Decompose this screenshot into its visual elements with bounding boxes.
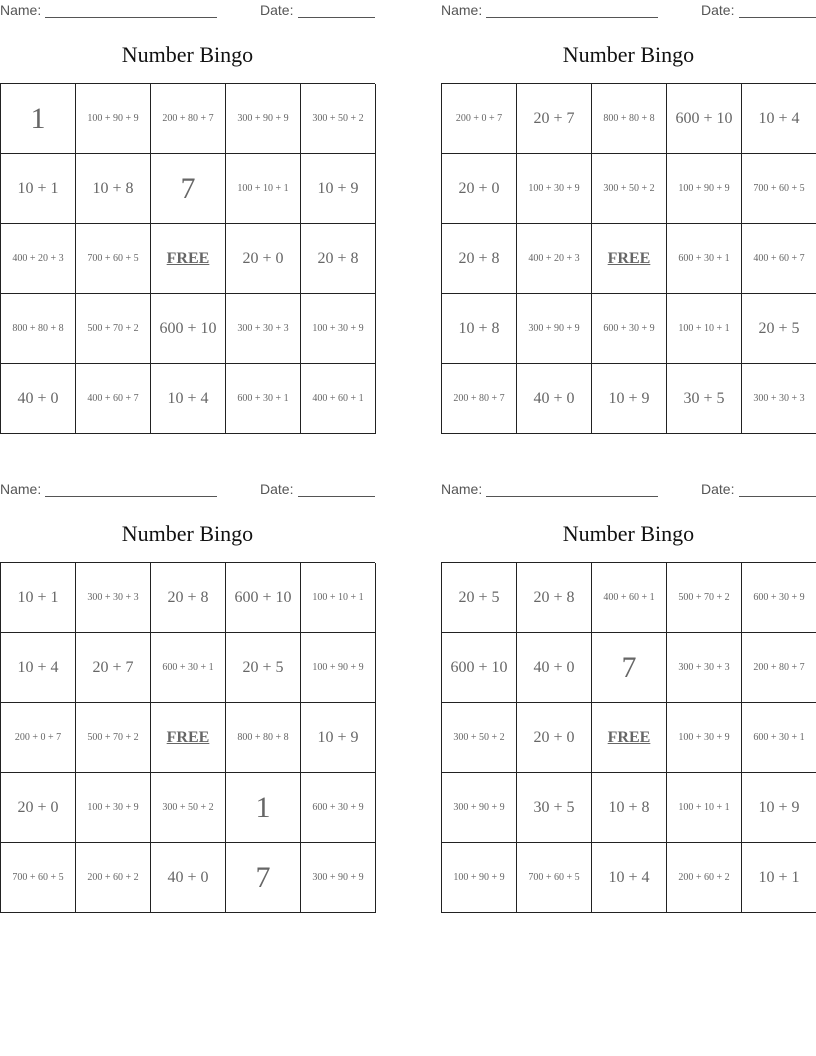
bingo-card-1 [0, 0, 375, 434]
bingo-cell[interactable]: 300 + 50 + 2 [301, 84, 376, 154]
bingo-cell[interactable]: 40 + 0 [517, 364, 592, 434]
bingo-cell[interactable]: 20 + 5 [442, 563, 517, 633]
bingo-cell[interactable]: 700 + 60 + 5 [1, 843, 76, 913]
free-space[interactable]: FREE [151, 224, 226, 294]
name-date-row [441, 479, 816, 501]
bingo-cell[interactable]: 700 + 60 + 5 [76, 224, 151, 294]
bingo-cell[interactable]: 600 + 10 [667, 84, 742, 154]
bingo-cell[interactable]: 10 + 9 [301, 703, 376, 773]
bingo-cell[interactable]: 600 + 30 + 1 [667, 224, 742, 294]
date-label: Date: [260, 2, 294, 18]
bingo-cell[interactable]: 200 + 80 + 7 [442, 364, 517, 434]
bingo-cell[interactable]: 20 + 0 [1, 773, 76, 843]
bingo-cell[interactable]: 40 + 0 [1, 364, 76, 434]
bingo-cell[interactable]: 100 + 30 + 9 [667, 703, 742, 773]
bingo-cell[interactable]: 300 + 30 + 3 [76, 563, 151, 633]
name-label: Name: [0, 2, 42, 18]
date-label: Date: [701, 2, 735, 18]
bingo-cell[interactable]: 40 + 0 [517, 633, 592, 703]
bingo-cell[interactable]: 100 + 90 + 9 [76, 84, 151, 154]
bingo-cell[interactable]: 200 + 60 + 2 [76, 843, 151, 913]
bingo-cell[interactable]: 20 + 8 [301, 224, 376, 294]
bingo-cell[interactable]: 10 + 9 [742, 773, 816, 843]
free-space[interactable]: FREE [592, 703, 667, 773]
bingo-cell[interactable]: 7 [592, 633, 667, 703]
bingo-cell[interactable]: 200 + 0 + 7 [442, 84, 517, 154]
bingo-cell[interactable]: 300 + 30 + 3 [742, 364, 816, 434]
bingo-cell[interactable]: 100 + 90 + 9 [667, 154, 742, 224]
bingo-cell[interactable]: 500 + 70 + 2 [76, 703, 151, 773]
bingo-cell[interactable]: 100 + 30 + 9 [301, 294, 376, 364]
bingo-cell[interactable]: 20 + 8 [442, 224, 517, 294]
bingo-cell[interactable]: 400 + 60 + 7 [76, 364, 151, 434]
name-date-row [0, 0, 375, 22]
bingo-cell[interactable]: 500 + 70 + 2 [667, 563, 742, 633]
bingo-cell[interactable]: 20 + 0 [517, 703, 592, 773]
bingo-cell[interactable]: 700 + 60 + 5 [517, 843, 592, 913]
bingo-cell[interactable]: 100 + 30 + 9 [517, 154, 592, 224]
bingo-card-3 [0, 479, 375, 913]
bingo-cell[interactable]: 30 + 5 [517, 773, 592, 843]
bingo-cell[interactable]: 300 + 30 + 3 [226, 294, 301, 364]
name-date-row [441, 0, 816, 22]
bingo-cell[interactable]: 20 + 7 [76, 633, 151, 703]
name-field-line[interactable] [486, 496, 658, 497]
bingo-cell[interactable]: 300 + 50 + 2 [151, 773, 226, 843]
bingo-cell[interactable]: 1 [226, 773, 301, 843]
bingo-cell[interactable]: 100 + 90 + 9 [301, 633, 376, 703]
bingo-card-4 [441, 479, 816, 913]
bingo-grid [441, 562, 816, 913]
bingo-cell[interactable]: 10 + 8 [442, 294, 517, 364]
bingo-grid [0, 83, 375, 434]
bingo-cell[interactable]: 10 + 4 [742, 84, 816, 154]
bingo-cell[interactable]: 300 + 90 + 9 [517, 294, 592, 364]
bingo-cell[interactable]: 800 + 80 + 8 [592, 84, 667, 154]
name-field-line[interactable] [45, 17, 217, 18]
bingo-cell[interactable]: 600 + 10 [226, 563, 301, 633]
bingo-cell[interactable]: 100 + 10 + 1 [301, 563, 376, 633]
bingo-cell[interactable]: 400 + 20 + 3 [1, 224, 76, 294]
bingo-cell[interactable]: 7 [226, 843, 301, 913]
free-space[interactable]: FREE [151, 703, 226, 773]
date-label: Date: [260, 481, 294, 497]
card-title: Number Bingo [121, 42, 254, 67]
bingo-cell[interactable]: 1 [1, 84, 76, 154]
free-space[interactable]: FREE [592, 224, 667, 294]
bingo-cell[interactable]: 20 + 8 [151, 563, 226, 633]
name-label: Name: [441, 481, 483, 497]
bingo-cell[interactable]: 20 + 8 [517, 563, 592, 633]
bingo-cell[interactable]: 600 + 30 + 9 [301, 773, 376, 843]
bingo-cell[interactable]: 200 + 80 + 7 [742, 633, 816, 703]
bingo-cell[interactable]: 300 + 50 + 2 [442, 703, 517, 773]
card-title: Number Bingo [562, 521, 695, 546]
bingo-cell[interactable]: 200 + 0 + 7 [1, 703, 76, 773]
bingo-cell[interactable]: 300 + 50 + 2 [592, 154, 667, 224]
bingo-cell[interactable]: 700 + 60 + 5 [742, 154, 816, 224]
bingo-cell[interactable]: 20 + 5 [742, 294, 816, 364]
bingo-card-2 [441, 0, 816, 434]
bingo-cell[interactable]: 300 + 90 + 9 [226, 84, 301, 154]
bingo-cell[interactable]: 800 + 80 + 8 [1, 294, 76, 364]
bingo-cell[interactable]: 10 + 4 [1, 633, 76, 703]
bingo-cell[interactable]: 500 + 70 + 2 [76, 294, 151, 364]
bingo-cell[interactable]: 600 + 10 [442, 633, 517, 703]
bingo-cell[interactable]: 300 + 90 + 9 [301, 843, 376, 913]
bingo-cell[interactable]: 400 + 60 + 1 [592, 563, 667, 633]
bingo-cell[interactable]: 300 + 90 + 9 [442, 773, 517, 843]
bingo-cell[interactable]: 20 + 0 [442, 154, 517, 224]
bingo-cell[interactable]: 20 + 7 [517, 84, 592, 154]
bingo-cell[interactable]: 600 + 30 + 1 [742, 703, 816, 773]
card-title: Number Bingo [121, 521, 254, 546]
name-field-line[interactable] [486, 17, 658, 18]
bingo-cell[interactable]: 40 + 0 [151, 843, 226, 913]
card-title: Number Bingo [562, 42, 695, 67]
bingo-cell[interactable]: 10 + 1 [1, 154, 76, 224]
bingo-cell[interactable]: 10 + 4 [151, 364, 226, 434]
date-label: Date: [701, 481, 735, 497]
bingo-cell[interactable]: 20 + 5 [226, 633, 301, 703]
bingo-grid [0, 562, 375, 913]
date-field-line[interactable] [298, 496, 375, 497]
bingo-cell[interactable]: 600 + 10 [151, 294, 226, 364]
name-date-row [0, 479, 375, 501]
bingo-cell[interactable]: 7 [151, 154, 226, 224]
bingo-cell[interactable]: 100 + 10 + 1 [667, 294, 742, 364]
bingo-cell[interactable]: 600 + 30 + 1 [226, 364, 301, 434]
date-field-line[interactable] [739, 496, 816, 497]
bingo-cell[interactable]: 600 + 30 + 9 [742, 563, 816, 633]
name-label: Name: [441, 2, 483, 18]
bingo-cell[interactable]: 200 + 80 + 7 [151, 84, 226, 154]
bingo-cell[interactable]: 600 + 30 + 9 [592, 294, 667, 364]
bingo-cell[interactable]: 200 + 60 + 2 [667, 843, 742, 913]
bingo-cell[interactable]: 100 + 10 + 1 [667, 773, 742, 843]
bingo-cell[interactable]: 30 + 5 [667, 364, 742, 434]
bingo-cell[interactable]: 10 + 1 [1, 563, 76, 633]
date-field-line[interactable] [739, 17, 816, 18]
bingo-cell[interactable]: 10 + 4 [592, 843, 667, 913]
name-field-line[interactable] [45, 496, 217, 497]
bingo-cell[interactable]: 20 + 0 [226, 224, 301, 294]
bingo-cell[interactable]: 10 + 9 [301, 154, 376, 224]
bingo-cell[interactable]: 10 + 9 [592, 364, 667, 434]
bingo-cell[interactable]: 100 + 90 + 9 [442, 843, 517, 913]
bingo-cell[interactable]: 10 + 1 [742, 843, 816, 913]
bingo-cell[interactable]: 400 + 60 + 1 [301, 364, 376, 434]
bingo-cell[interactable]: 400 + 60 + 7 [742, 224, 816, 294]
bingo-cell[interactable]: 10 + 8 [76, 154, 151, 224]
bingo-cell[interactable]: 10 + 8 [592, 773, 667, 843]
bingo-cell[interactable]: 800 + 80 + 8 [226, 703, 301, 773]
bingo-cell[interactable]: 300 + 30 + 3 [667, 633, 742, 703]
bingo-cell[interactable]: 100 + 10 + 1 [226, 154, 301, 224]
bingo-cell[interactable]: 100 + 30 + 9 [76, 773, 151, 843]
bingo-cell[interactable]: 600 + 30 + 1 [151, 633, 226, 703]
date-field-line[interactable] [298, 17, 375, 18]
name-label: Name: [0, 481, 42, 497]
bingo-grid [441, 83, 816, 434]
bingo-cell[interactable]: 400 + 20 + 3 [517, 224, 592, 294]
